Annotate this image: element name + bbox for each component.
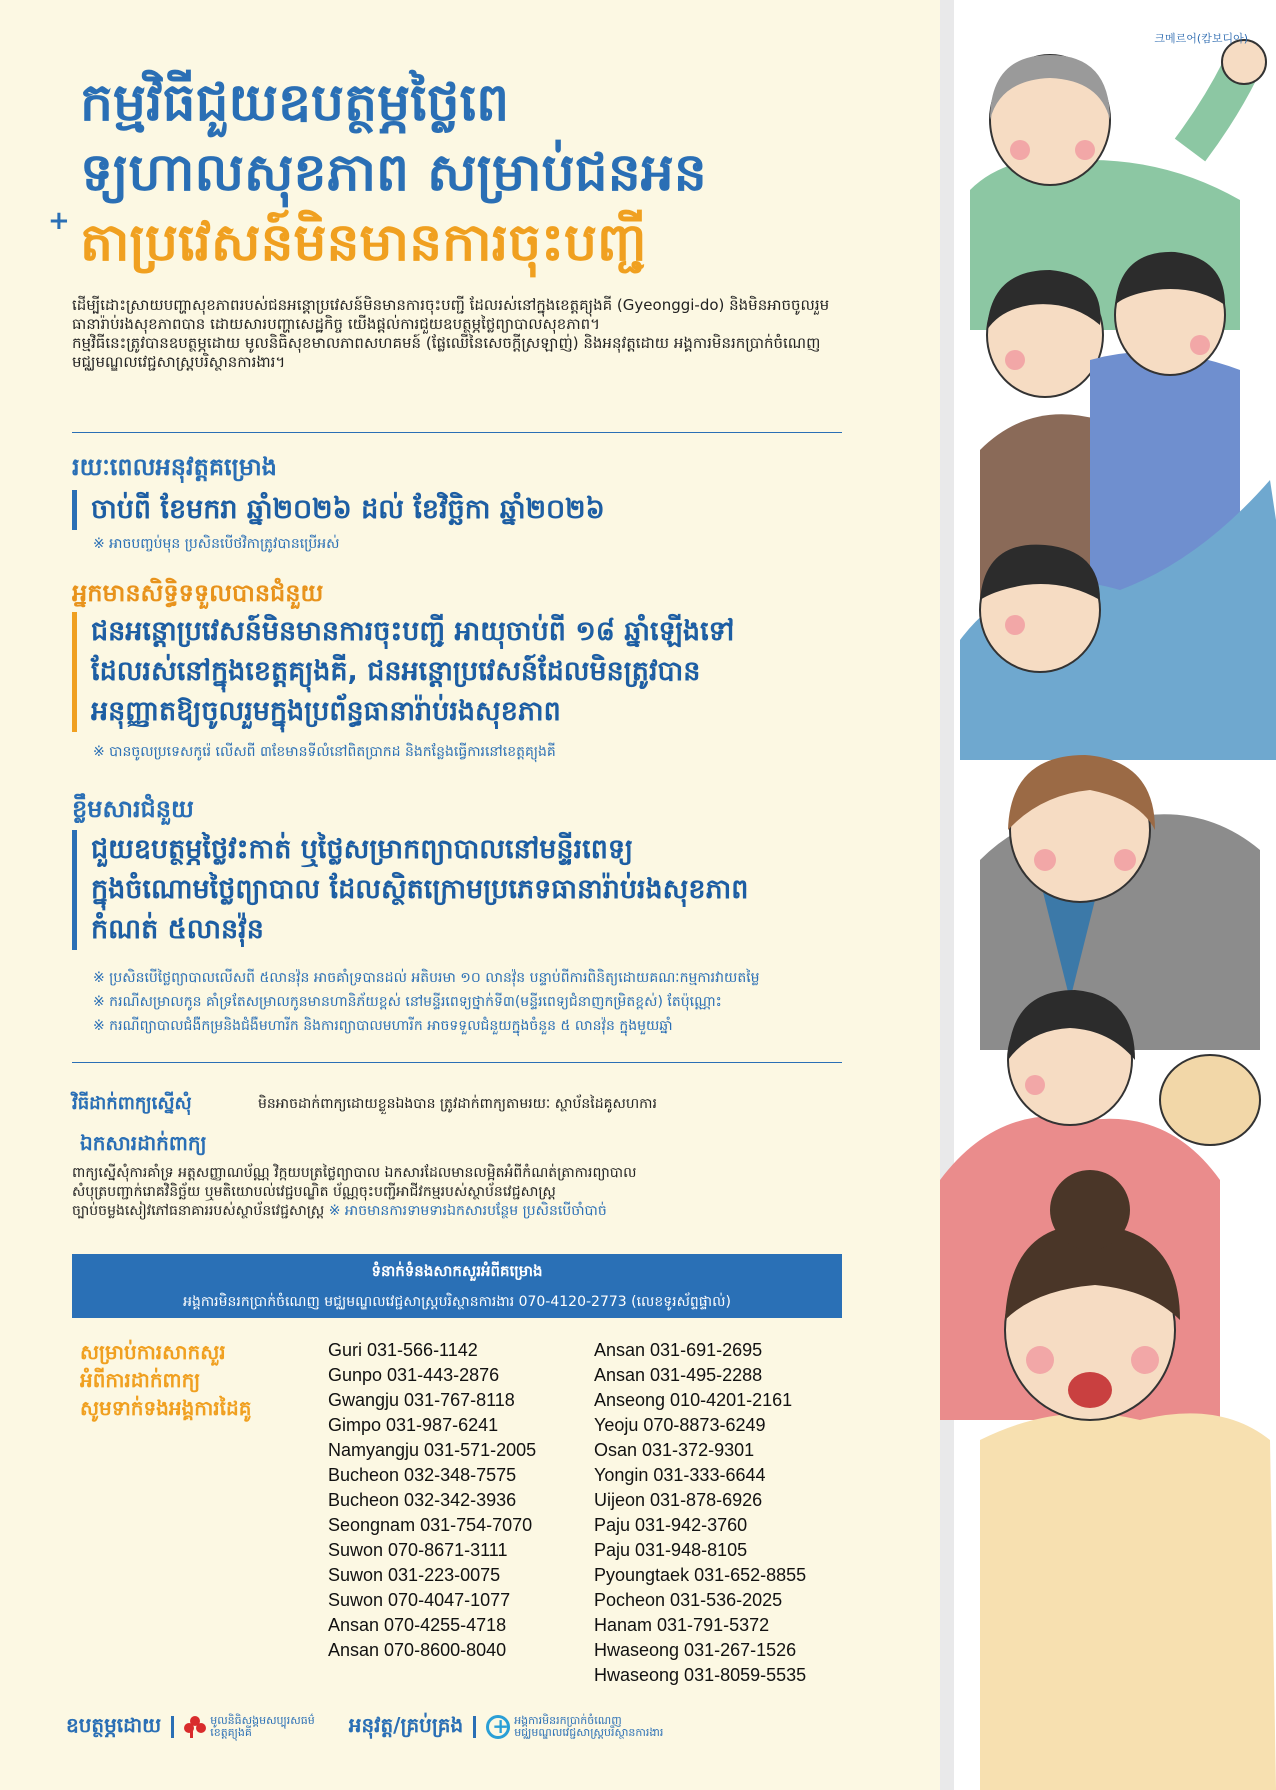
phone-entry: Pyoungtaek 031-652-8855 (594, 1565, 807, 1585)
intro-text (72, 296, 842, 372)
eligibility-line: ដែលរស់នៅក្នុងខេត្តគ្យុងគី, ជនអន្តោប្រវេសន៍ដែលមិនត្រូវបាន (91, 656, 701, 687)
phone-entry: Suwon 070-8671-3111 (328, 1540, 508, 1560)
phone-entry: Paju 031-948-8105 (594, 1540, 748, 1560)
support-line: ក្នុងចំណោមថ្លៃព្យាបាល ដែលស្ថិតក្រោមប្រភេទធានារ៉ាប់រងសុខភាព (91, 874, 749, 905)
intro-paragraph-2: កម្មវិធីនេះត្រូវបានឧបត្ថម្ភដោយ មូលនិធិសុខមាលភាពសហគមន៍ (ផ្លែឈើនៃសេចក្តីស្រឡាញ់) និងអនុវត្តដោយ អង្គការមិនរកប្រាក់ចំណេញ មជ្ឈមណ្ឌលវេជ្ជសាស្ត្របរិស្ថានការងារ។ (72, 334, 821, 371)
contact-box (72, 1254, 842, 1318)
documents-text (72, 1164, 872, 1221)
support-note: ※ ករណីព្យាបាលជំងឺកម្រនិងជំងឺមហារីក និងការព្យាបាលមហារីក អាចទទួលជំនួយក្នុងចំនួន ៥ លានវ៉ុន ក្នុងមួយឆ្នាំ (93, 1018, 673, 1034)
phone-entry: Gimpo 031-987-6241 (328, 1415, 499, 1435)
language-tag: 크메르어(캄보디아) (1154, 32, 1248, 45)
crowd-illustration (940, 0, 1276, 1790)
eligibility-heading: អ្នកមានសិទ្ធិទទួលបានជំនួយ (72, 579, 324, 607)
contact-title: ទំនាក់ទំនងសាកសួរអំពីគម្រោង (371, 1262, 543, 1280)
phone-entry: Suwon 031-223-0075 (328, 1565, 501, 1585)
phone-entry: Bucheon 032-348-7575 (328, 1465, 517, 1485)
eligibility-line: ជនអន្តោប្រវេសន៍មិនមានការចុះបញ្ជី អាយុចាប់ពី ១៨ ឆ្នាំឡើងទៅ (91, 616, 735, 647)
eligibility-block (72, 612, 734, 732)
documents-line: សំបុត្របញ្ជាក់រោគវិនិច្ឆ័យ ឬមតិយោបល់វេជ្ជបណ្ឌិត ប័ណ្ណចុះបញ្ជីអាជីវកម្មរបស់ស្ថាប័នវេជ្ជសាស្ត្រ (72, 1184, 556, 1200)
inquiry-line: សូមទាក់ទងអង្គការដៃគូ (80, 1396, 252, 1420)
partner-phones-column-1 (328, 1338, 536, 1663)
inquiry-line: អំពីការដាក់ពាក្យ (80, 1368, 201, 1392)
support-note: ※ ករណីសម្រាលកូន គាំទ្រតែសម្រាលកូនមានហានិភ័យខ្ពស់ នៅមន្ទីរពេទ្យថ្នាក់ទី៣(មន្ទីរពេទ្យជំនាញកម្រិតខ្ពស់) តែប៉ុណ្ណោះ (93, 994, 722, 1010)
phone-entry: Hwaseong 031-267-1526 (594, 1640, 797, 1660)
phone-entry: Ansan 070-8600-8040 (328, 1640, 507, 1660)
phone-entry: Hwaseong 031-8059-5535 (594, 1665, 807, 1685)
support-heading: ខ្លឹមសារជំនួយ (72, 795, 194, 823)
title-line-3: តាប្រវេសន៍មិនមានការចុះបញ្ជី (80, 213, 647, 273)
title-line-2: ទ្យហាលសុខភាព សម្រាប់ជនអន (80, 143, 707, 203)
eligibility-note: ※ បានចូលប្រទេសកូរ៉េ លើសពី ៣ខែមានទីលំនៅពិតប្រាកដ និងកន្លែងធ្វើការនៅខេត្តគ្យុងគី (93, 744, 556, 760)
phone-entry: Hanam 031-791-5372 (594, 1615, 770, 1635)
phone-entry: Gwangju 031-767-8118 (328, 1390, 515, 1410)
phone-entry: Paju 031-942-3760 (594, 1515, 748, 1535)
documents-note: ※ អាចមានការទាមទារឯកសារបន្ថែម ប្រសិនបើចាំបាច់ (328, 1203, 607, 1219)
operator-org-line: មជ្ឈមណ្ឌលវេជ្ជសាស្ត្របរិស្ថានការងារ (514, 1726, 664, 1739)
illustration-panel (940, 0, 1276, 1790)
support-line: កំណត់ ៥លានវ៉ុន (91, 914, 264, 945)
period-note: ※ អាចបញ្ចប់មុន ប្រសិនបើថវិកាត្រូវបានប្រើអស់ (93, 536, 340, 552)
phone-entry: Ansan 031-691-2695 (594, 1340, 763, 1360)
medical-plus-logo-icon (486, 1715, 510, 1739)
support-line: ជួយឧបត្ថម្ភថ្លៃវះកាត់ ឬថ្លៃសម្រាកព្យាបាលនៅមន្ទីរពេទ្យ (91, 834, 634, 865)
partner-phones-column-2 (594, 1338, 806, 1688)
support-note: ※ ប្រសិនបើថ្លៃព្យាបាលលើសពី ៥លានវ៉ុន អាចគាំទ្របានដល់ អតិបរមា ១០ លានវ៉ុន បន្ទាប់ពីការពិនិត្យដោយគណៈកម្មការវាយតម្លៃ (93, 970, 760, 986)
phone-entry: Bucheon 032-342-3936 (328, 1490, 517, 1510)
inquiry-note (80, 1338, 320, 1422)
separator (473, 1716, 476, 1738)
apply-method-label: វិធីដាក់ពាក្យស្នើសុំ (72, 1093, 192, 1114)
sponsor-label: ឧបត្ថម្ភដោយ (66, 1713, 162, 1737)
poster-title (48, 68, 910, 278)
operator-label: អនុវត្ត/គ្រប់គ្រង (348, 1713, 464, 1737)
inquiry-line: សម្រាប់ការសាកសួរ (80, 1340, 226, 1364)
phone-entry: Gunpo 031-443-2876 (328, 1365, 500, 1385)
plus-icon: + (48, 206, 70, 236)
intro-paragraph-1: ដើម្បីដោះស្រាយបញ្ហាសុខភាពរបស់ជនអន្តោប្រវេសន៍មិនមានការចុះបញ្ជី ដែលរស់នៅក្នុងខេត្តគ្យុងគី (Gyeonggi-do) និងមិនអាចចូលរួមធានារ៉ាប់រងសុខភាពបាន ដោយសារបញ្ហាសេដ្ឋកិច្ច យើងផ្តល់ការជួយឧបត្ថម្ភថ្លៃព្យាបាលសុខភាព។ (72, 296, 830, 333)
contact-text: អង្គការមិនរកប្រាក់ចំណេញ មជ្ឈមណ្ឌលវេជ្ជសាស្ត្របរិស្ថានការងារ 070-4120-2773 (លេខទូរស័ព្ទផ្ទាល់) (183, 1294, 731, 1310)
period-heading: រយៈពេលអនុវត្តគម្រោង (72, 453, 277, 481)
sponsor-org-line: ខេត្តគ្យុងគី (210, 1726, 252, 1739)
documents-line: ពាក្យស្នើសុំការគាំទ្រ អត្តសញ្ញាណប័ណ្ណ វិក្កយបត្រថ្លៃព្យាបាល ឯកសារដែលមានលម្អិតអំពីកំណត់ត្រាការព្យាបាល (72, 1165, 637, 1181)
operator-org (514, 1715, 663, 1739)
phone-entry: Osan 031-372-9301 (594, 1440, 755, 1460)
period-block (72, 490, 605, 530)
divider (72, 432, 842, 433)
period-value: ចាប់ពី ខែមករា ឆ្នាំ២០២៦ ដល់ ខែវិច្ឆិកា ឆ្នាំ២០២៦ (91, 494, 605, 525)
phone-entry: Anseong 010-4201-2161 (594, 1390, 793, 1410)
operator-org-line: អង្គការមិនរកប្រាក់ចំណេញ (514, 1714, 622, 1727)
phone-entry: Ansan 070-4255-4718 (328, 1615, 507, 1635)
separator (171, 1716, 174, 1738)
eligibility-line: អនុញ្ញាតឱ្យចូលរួមក្នុងប្រព័ន្ធធានារ៉ាប់រងសុខភាព (91, 696, 561, 727)
sponsor-org (210, 1715, 315, 1739)
apply-method-text: មិនអាចដាក់ពាក្យដោយខ្លួនឯងបាន ត្រូវដាក់ពាក្យតាមរយៈ ស្ថាប័នដៃគូសហការ (258, 1096, 657, 1112)
phone-entry: Yongin 031-333-6644 (594, 1465, 766, 1485)
phone-entry: Uijeon 031-878-6926 (594, 1490, 763, 1510)
title-line-1: កម្មវិធីជួយឧបត្ថម្ភថ្លៃពេ (80, 73, 510, 133)
documents-label: ឯកសារដាក់ពាក្យ (80, 1131, 207, 1155)
divider (72, 1062, 842, 1063)
phone-entry: Guri 031-566-1142 (328, 1340, 478, 1360)
footer (66, 1712, 663, 1742)
support-block (72, 830, 748, 950)
clover-logo-icon (184, 1716, 206, 1738)
phone-entry: Ansan 031-495-2288 (594, 1365, 763, 1385)
sponsor-org-line: មូលនិធិសង្គមសប្បុរសធម៌ (210, 1714, 315, 1727)
phone-entry: Yeoju 070-8873-6249 (594, 1415, 766, 1435)
phone-entry: Namyangju 031-571-2005 (328, 1440, 537, 1460)
documents-line: ច្បាប់ចម្លងសៀវភៅធនាគាររបស់ស្ថាប័នវេជ្ជសាស្ត្រ (72, 1203, 325, 1219)
phone-entry: Pocheon 031-536-2025 (594, 1590, 783, 1610)
phone-entry: Suwon 070-4047-1077 (328, 1590, 511, 1610)
phone-entry: Seongnam 031-754-7070 (328, 1515, 533, 1535)
